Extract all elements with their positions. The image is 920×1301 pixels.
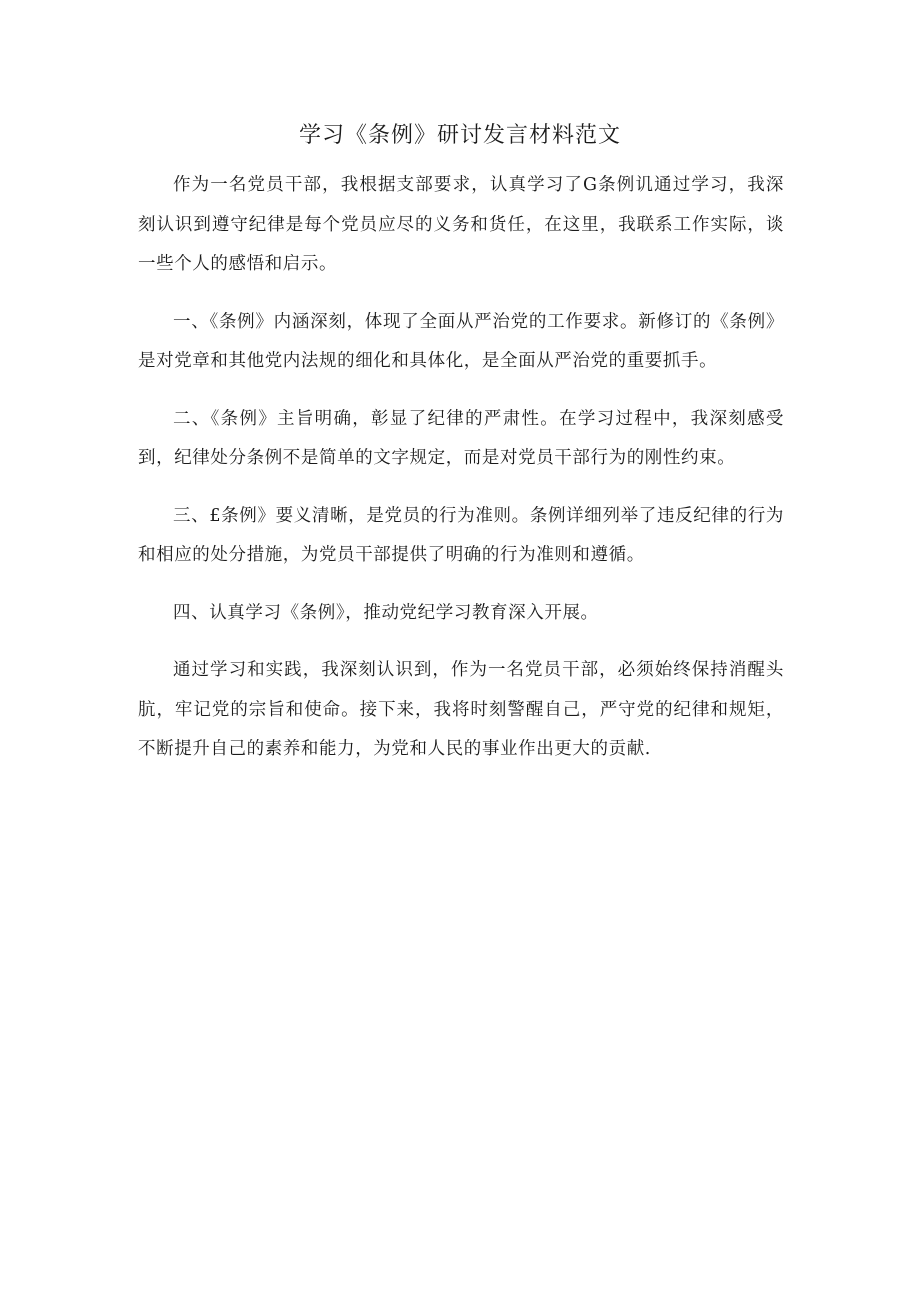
paragraph-point-four: 四、认真学习《条例》，推动党纪学习教育深入开展。 [173, 602, 599, 623]
paragraph-point-one: 一、《条例》内涵深刻，体现了全面从严治党的工作要求。新修订的《条例》是对党章和其他党内法规的细化和具体化，是全面从严治党的重要抓手。 [138, 311, 784, 371]
paragraph-point-three: 三、£条例》要义清晰，是党员的行为准则。条例详细列举了违反纪律的行为和相应的处分措施，为党员干部提供了明确的行为准则和遵循。 [138, 505, 784, 565]
paragraph-intro: 作为一名党员干部，我根据支部要求，认真学习了G条例讥通过学习，我深刻认识到遵守纪律是每个党员应尽的义务和货任，在这里，我联系工作实际，谈一些个人的感悟和启示。 [138, 175, 784, 274]
paragraph-conclusion: 通过学习和实践，我深刻认识到，作为一名党员干部，必须始终保持消醒头肮，牢记党的宗旨和使命。接下来，我将时刻警醒自己，严守党的纪律和规矩，不断提升自己的素养和能力，为党和人民的事业作出更大的贡献. [138, 660, 784, 759]
document-body [138, 166, 784, 788]
document-title: 学习《条例》研讨发言材料范文 [298, 123, 621, 148]
paragraph-point-two: 二、《条例》主旨明确，彰显了纪律的严肃性。在学习过程中，我深刻感受到，纪律处分条例不是简单的文字规定，而是对党员干部行为的刚性约束。 [138, 408, 784, 468]
